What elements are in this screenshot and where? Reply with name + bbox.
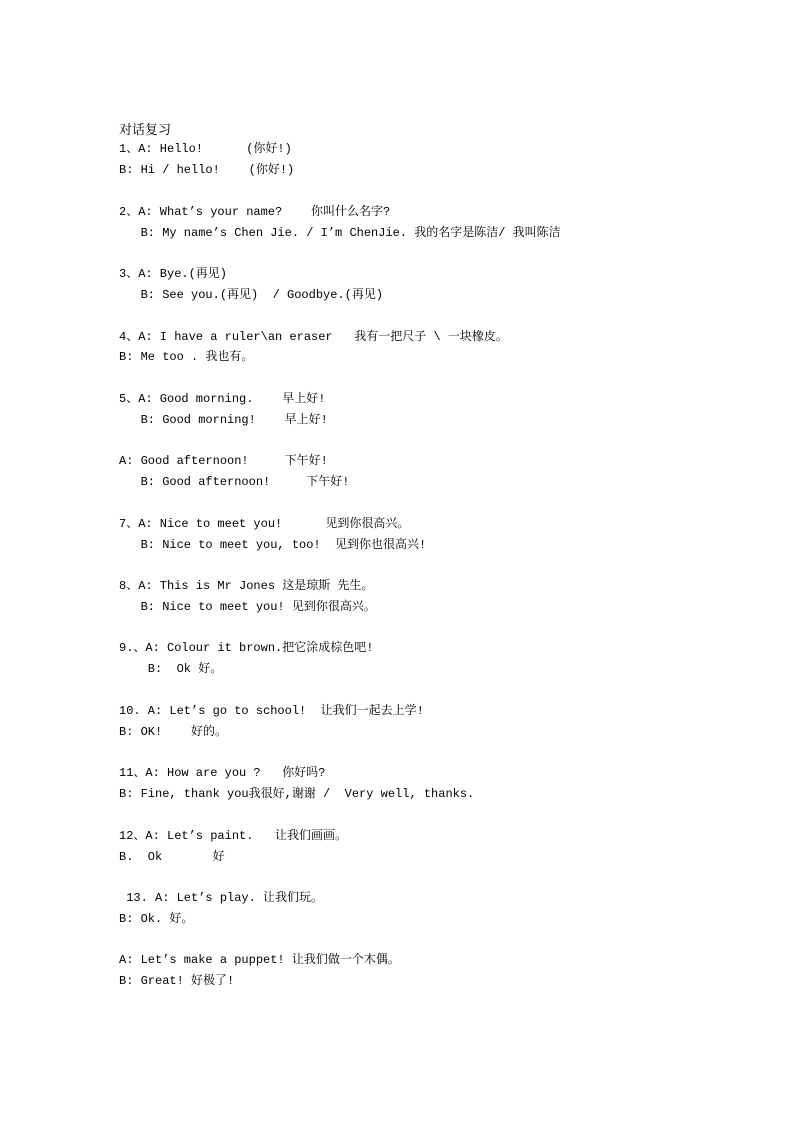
- dialogue-line: 11、A: How are you ? 你好吗?: [119, 766, 326, 780]
- dialogue-line: B: See you.(再见) / Goodbye.(再见): [119, 288, 384, 302]
- dialogue-line: B: Me too . 我也有。: [119, 350, 254, 364]
- dialogue-line: B: Great! 好极了!: [119, 974, 235, 988]
- dialogue-line: B. Ok 好: [119, 850, 225, 864]
- dialogue-line: 2、A: What’s your name? 你叫什么名字?: [119, 205, 391, 219]
- dialogue-line: B: Good afternoon! 下午好!: [119, 475, 350, 489]
- dialogue-line: 4、A: I have a ruler\an eraser 我有一把尺子 \ 一块橡皮。: [119, 330, 508, 344]
- dialogue-line: B: OK! 好的。: [119, 725, 228, 739]
- dialogue-line: 5、A: Good morning. 早上好!: [119, 392, 326, 406]
- dialogue-line: A: Let’s make a puppet! 让我们做一个木偶。: [119, 953, 400, 967]
- dialogue-line: 10. A: Let’s go to school! 让我们一起去上学!: [119, 704, 424, 718]
- dialogue-line: B: My name’s Chen Jie. / I’m ChenJie. 我的名字是陈洁/ 我叫陈洁: [119, 226, 561, 240]
- dialogue-line: B: Nice to meet you! 见到你很高兴。: [119, 600, 376, 614]
- dialogue-line: B: Good morning! 早上好!: [119, 413, 328, 427]
- dialogue-line: B: Nice to meet you, too! 见到你也很高兴!: [119, 538, 427, 552]
- dialogue-line: 8、A: This is Mr Jones 这是琼斯 先生。: [119, 579, 374, 593]
- dialogue-line: 3、A: Bye.(再见): [119, 267, 228, 281]
- dialogue-line: A: Good afternoon! 下午好!: [119, 454, 328, 468]
- dialogue-line: 13. A: Let’s play. 让我们玩。: [119, 891, 324, 905]
- dialogue-line: 7、A: Nice to meet you! 见到你很高兴。: [119, 517, 410, 531]
- dialogue-line: 9.、A: Colour it brown.把它涂成棕色吧!: [119, 641, 374, 655]
- dialogue-line: B: Ok 好。: [119, 662, 223, 676]
- dialogue-line: B: Ok. 好。: [119, 912, 194, 926]
- dialogue-line: B: Fine, thank you我很好,谢谢 / Very well, thanks.: [119, 787, 475, 801]
- document-title: 对话复习: [119, 123, 172, 138]
- dialogue-line: 1、A: Hello! (你好!): [119, 142, 292, 156]
- dialogue-line: B: Hi / hello! (你好!): [119, 163, 295, 177]
- dialogue-line: 12、A: Let’s paint. 让我们画画。: [119, 829, 348, 843]
